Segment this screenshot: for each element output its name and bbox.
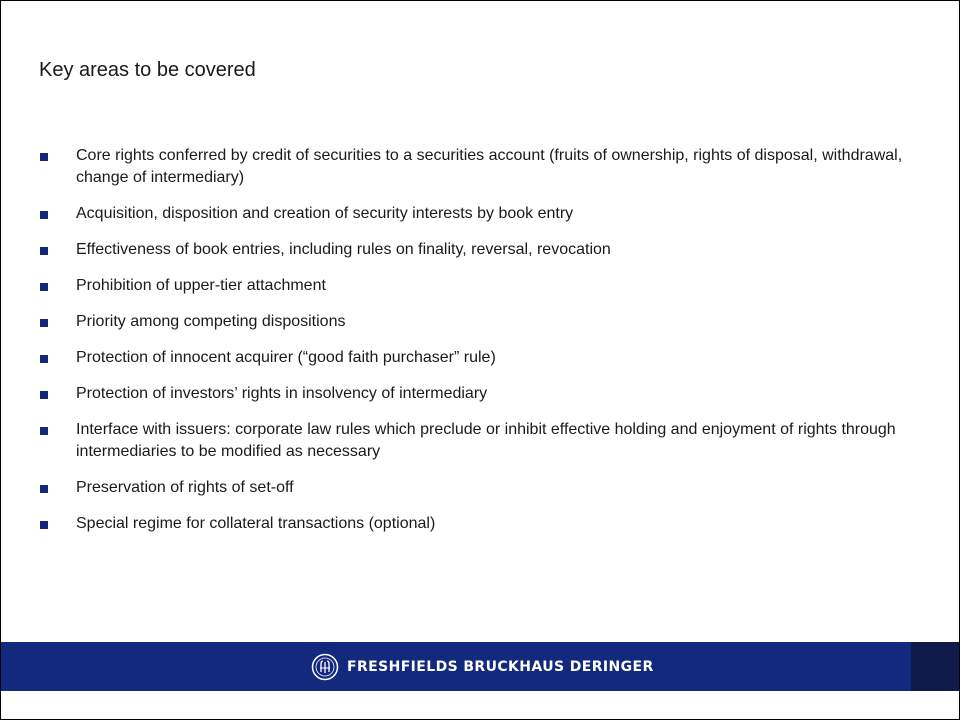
square-bullet-icon	[40, 211, 48, 219]
bullet-list	[39, 145, 919, 549]
footer-band	[1, 642, 911, 691]
bullet-text: Special regime for collateral transactions (optional)	[76, 515, 436, 532]
square-bullet-icon	[40, 283, 48, 291]
brand-name: FRESHFIELDS BRUCKHAUS DERINGER	[347, 659, 654, 675]
square-bullet-icon	[40, 427, 48, 435]
bullet-text: Prohibition of upper-tier attachment	[76, 277, 326, 294]
bullet-text: Interface with issuers: corporate law rules which preclude or inhibit effective holding and enjoyment of rights through intermediaries to be modified as necessary	[76, 421, 896, 460]
bullet-text: Preservation of rights of set-off	[76, 479, 294, 496]
square-bullet-icon	[40, 485, 48, 493]
bullet-item	[39, 145, 919, 189]
bullet-item	[39, 477, 919, 499]
bullet-item	[39, 311, 919, 333]
square-bullet-icon	[40, 355, 48, 363]
square-bullet-icon	[40, 247, 48, 255]
square-bullet-icon	[40, 521, 48, 529]
bullet-item	[39, 203, 919, 225]
bullet-item	[39, 513, 919, 535]
bullet-item	[39, 419, 919, 463]
square-bullet-icon	[40, 391, 48, 399]
slide-title: Key areas to be covered	[39, 59, 256, 81]
bullet-text: Protection of investors’ rights in insolvency of intermediary	[76, 385, 488, 402]
bullet-text: Priority among competing dispositions	[76, 313, 346, 330]
bullet-text: Acquisition, disposition and creation of security interests by book entry	[76, 205, 574, 222]
square-bullet-icon	[40, 153, 48, 161]
bullet-item	[39, 275, 919, 297]
bullet-text: Core rights conferred by credit of securities to a securities account (fruits of ownership, rights of disposal, withdrawal, change of intermediary)	[76, 147, 903, 186]
seal-icon	[311, 653, 339, 681]
bullet-text: Effectiveness of book entries, including rules on finality, reversal, revocation	[76, 241, 611, 258]
square-bullet-icon	[40, 319, 48, 327]
bullet-item	[39, 239, 919, 261]
bullet-item	[39, 347, 919, 369]
bullet-text: Protection of innocent acquirer (“good faith purchaser” rule)	[76, 349, 496, 366]
bullet-item	[39, 383, 919, 405]
brand-logo	[311, 652, 654, 682]
footer-corner-block	[911, 642, 959, 691]
